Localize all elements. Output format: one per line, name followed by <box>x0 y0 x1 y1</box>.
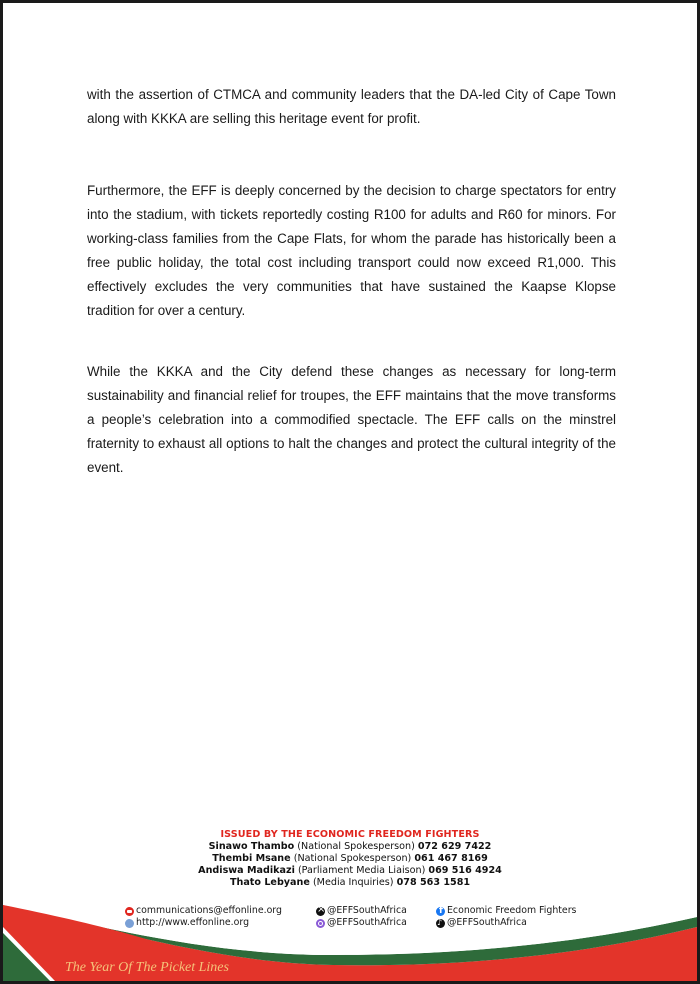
contacts-column-web <box>125 905 282 929</box>
contact-email-text[interactable]: communications@effonline.org <box>136 905 282 916</box>
spokesperson-name: Andiswa Madikazi <box>198 865 295 876</box>
contact-website[interactable] <box>125 917 282 929</box>
contact-instagram-text[interactable]: @EFFSouthAfrica <box>327 917 407 928</box>
spokesperson-name: Sinawo Thambo <box>208 841 295 852</box>
contact-website-text[interactable]: http://www.effonline.org <box>136 917 250 928</box>
spokesperson-role: (National Spokesperson) <box>297 841 415 852</box>
instagram-icon <box>316 919 325 928</box>
contacts-column-social-1 <box>316 905 407 929</box>
contact-facebook[interactable] <box>436 905 576 917</box>
spokesperson-role: (National Spokesperson) <box>293 853 412 864</box>
spokesperson-name: Thembi Msane <box>212 853 291 864</box>
globe-icon <box>125 919 134 928</box>
mail-icon <box>125 907 134 916</box>
spokesperson-line <box>3 877 697 889</box>
issued-by-block <box>3 829 697 889</box>
footer-slogan: The Year Of The Picket Lines <box>65 960 229 975</box>
contact-instagram[interactable] <box>316 917 407 929</box>
spokesperson-phone: 078 563 1581 <box>396 877 471 888</box>
contact-facebook-text[interactable]: Economic Freedom Fighters <box>447 905 577 916</box>
contact-tiktok-text[interactable]: @EFFSouthAfrica <box>447 917 527 928</box>
spokesperson-phone: 061 467 8169 <box>414 853 488 864</box>
tiktok-icon <box>436 919 445 928</box>
spokesperson-role: (Parliament Media Liaison) <box>297 865 426 876</box>
contact-x-text[interactable]: @EFFSouthAfrica <box>327 905 407 916</box>
contact-email[interactable] <box>125 905 282 917</box>
contact-tiktok[interactable] <box>436 917 576 929</box>
spokesperson-phone: 069 516 4924 <box>428 865 502 876</box>
spokesperson-line <box>3 865 697 877</box>
contacts-column-social-2 <box>436 905 576 929</box>
paragraph-1: with the assertion of CTMCA and community leaders that the DA-led City of Cape Town along with KKKA are selling this heritage event for profit. <box>87 87 616 126</box>
facebook-icon <box>436 907 445 916</box>
spokesperson-name: Thato Lebyane <box>229 877 310 888</box>
x-icon <box>316 907 325 916</box>
document-page <box>3 3 697 981</box>
issued-heading: ISSUED BY THE ECONOMIC FREEDOM FIGHTERS <box>220 829 480 840</box>
spokesperson-line <box>3 853 697 865</box>
spokesperson-phone: 072 629 7422 <box>417 841 492 852</box>
paragraph-3: While the KKKA and the City defend these changes as necessary for long-term sustainability and financial relief for troupes, the EFF maintains that the move transforms a people’s celebration into a commodified spectacle. The EFF calls on the minstrel fraternity to exhaust all options to halt the changes and protect the cultural integrity of the event. <box>87 364 616 475</box>
spokesperson-line <box>3 841 697 853</box>
paragraph-2: Furthermore, the EFF is deeply concerned by the decision to charge spectators for entry into the stadium, with tickets reportedly costing R100 for adults and R60 for minors. For working-class families from the Cape Flats, for whom the parade has historically been a free public holiday, the total cost including transport could now exceed R1,000. This effectively excludes the very communities that have sustained the Kaapse Klopse tradition for over a century. <box>87 183 616 318</box>
contact-x[interactable] <box>316 905 407 917</box>
spokesperson-role: (Media Inquiries) <box>312 877 394 888</box>
